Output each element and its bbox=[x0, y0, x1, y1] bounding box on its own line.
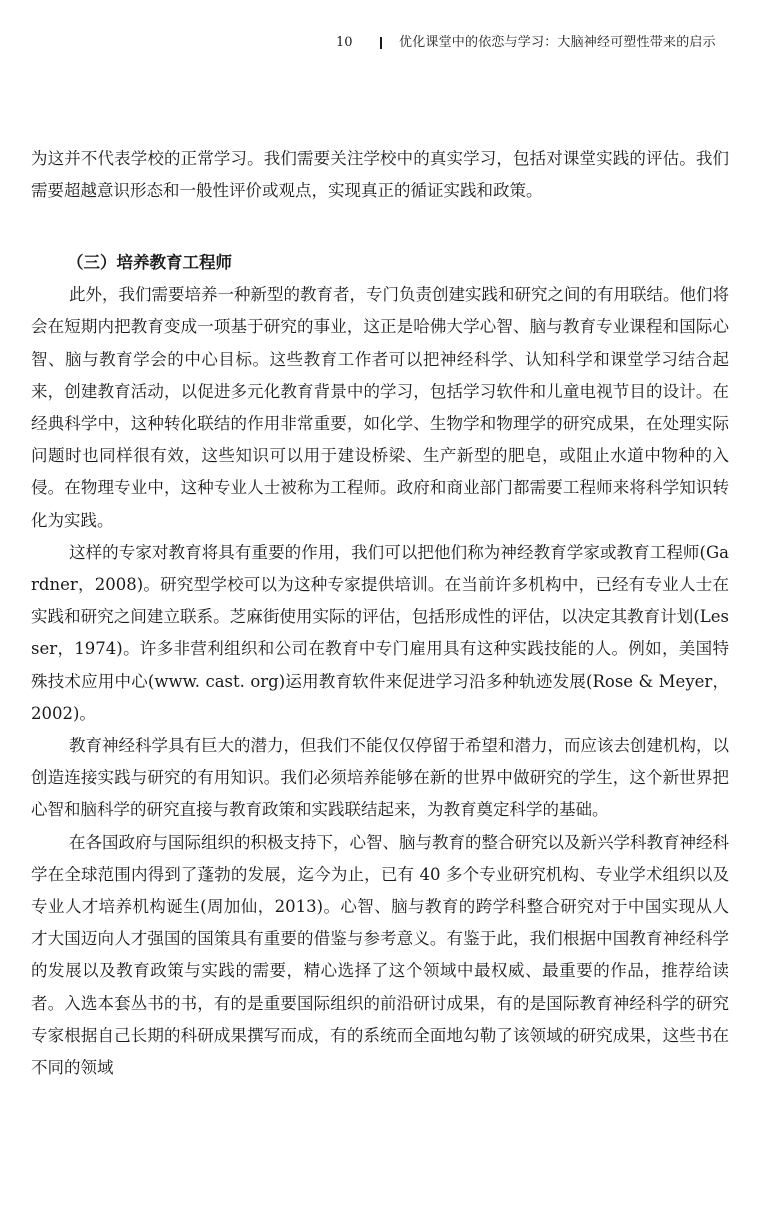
page-number: 10 bbox=[336, 35, 353, 50]
section-body bbox=[31, 247, 729, 1084]
running-head bbox=[0, 33, 773, 53]
paragraph: 教育神经科学具有巨大的潜力，但我们不能仅仅停留于希望和潜力，而应该去创建机构，以创造连接实践与研究的有用知识。我们必须培养能够在新的世界中做研究的学生，这个新世界把心智和脑科学的研究直接与教育政策和实践联结起来，为教育奠定科学的基础。 bbox=[31, 736, 729, 820]
paragraph: 在各国政府与国际组织的积极支持下，心智、脑与教育的整合研究以及新兴学科教育神经科学在全球范围内得到了蓬勃的发展，迄今为止，已有 40 多个专业研究机构、专业学术组织以及专业人才培养机构诞生(周加仙，2013)。心智、脑与教育的跨学科整合研究对于中国实现从人才大国迈向人才强国的国策具有重要的借鉴与参考意义。有鉴于此，我们根据中国教育神经科学的发展以及教育政策与实践的需要，精心选择了这个领域中最权威、最重要的作品，推荐给读者。入选本套丛书的书，有的是重要国际组织的前沿研讨成果，有的是国际教育神经科学的研究专家根据自己长期的科研成果撰写而成，有的系统而全面地勾勒了该领域的研究成果，这些书在不同的领域 bbox=[31, 832, 729, 1078]
running-title: 优化课堂中的依恋与学习：大脑神经可塑性带来的启示 bbox=[399, 35, 716, 50]
continuation-paragraph: 为这并不代表学校的正常学习。我们需要关注学校中的真实学习，包括对课堂实践的评估。我们需要超越意识形态和一般性评价或观点，实现真正的循证实践和政策。 bbox=[31, 149, 729, 201]
paragraph: 这样的专家对教育将具有重要的作用，我们可以把他们称为神经教育学家或教育工程师(Gardner，2008)。研究型学校可以为这种专家提供培训。在当前许多机构中，已经有专业人士在实践和研究之间建立联系。芝麻街使用实际的评估，包括形成性的评估，以决定其教育计划(Lesser，1974)。许多非营利组织和公司在教育中专门雇用具有这种实践技能的人。例如，美国特殊技术应用中心(www. cast. org)运用教育软件来促进学习沿多种轨迹发展(Rose & Meyer，2002)。 bbox=[31, 542, 729, 723]
continuation-text-block bbox=[31, 143, 729, 207]
header-divider bbox=[380, 37, 382, 49]
paragraph: 此外，我们需要培养一种新型的教育者，专门负责创建实践和研究之间的有用联结。他们将会在短期内把教育变成一项基于研究的事业，这正是哈佛大学心智、脑与教育专业课程和国际心智、脑与教育学会的中心目标。这些教育工作者可以把神经科学、认知科学和课堂学习结合起来，创建教育活动，以促进多元化教育背景中的学习，包括学习软件和儿童电视节目的设计。在经典科学中，这种转化联结的作用非常重要，如化学、生物学和物理学的研究成果，在处理实际问题时也同样很有效，这些知识可以用于建设桥梁、生产新型的肥皂，或阻止水道中物种的入侵。在物理专业中，这种专业人士被称为工程师。政府和商业部门都需要工程师来将科学知识转化为实践。 bbox=[31, 285, 729, 530]
section-heading: （三）培养教育工程师 bbox=[67, 253, 232, 272]
